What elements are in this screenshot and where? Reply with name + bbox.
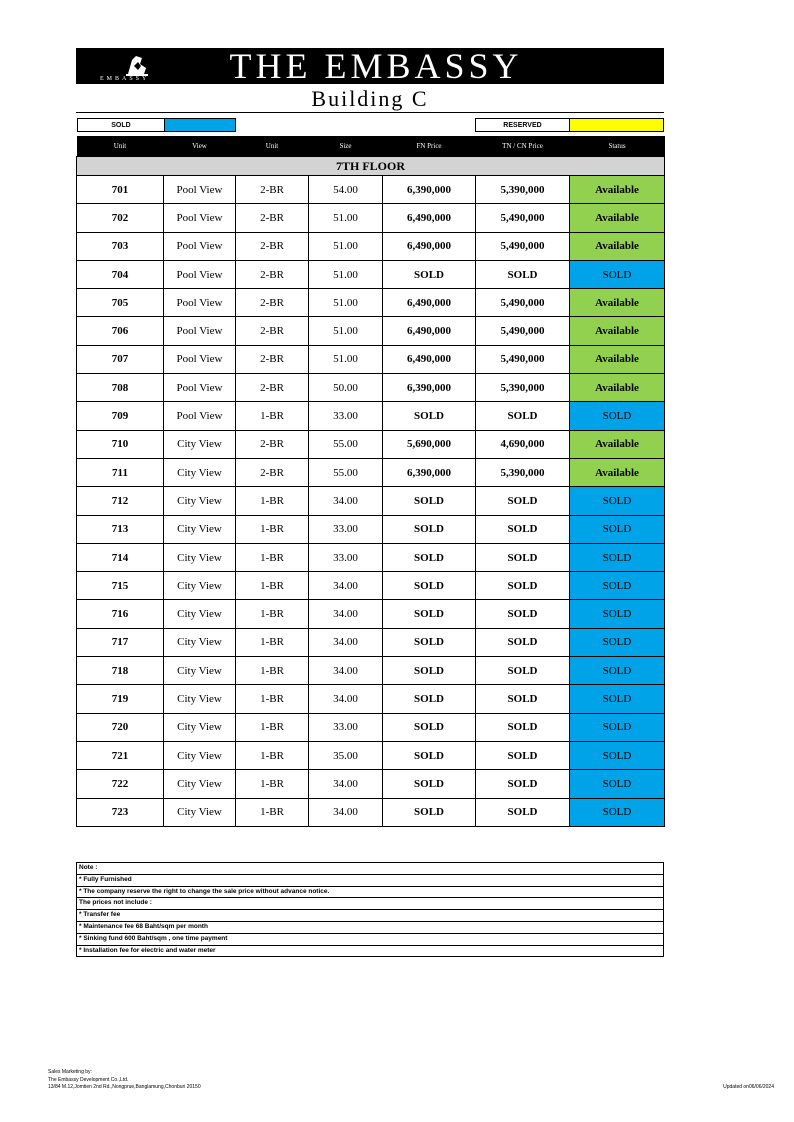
cell-view: City View: [164, 515, 236, 543]
cell-size: 34.00: [309, 600, 383, 628]
legend-reserved-label: RESERVED: [476, 119, 570, 131]
table-row: [77, 458, 665, 486]
cell-unit-type: 1-BR: [236, 628, 309, 656]
cell-status: Available: [570, 289, 665, 317]
cell-unit: 702: [77, 204, 164, 232]
header-banner: [76, 48, 664, 84]
cell-fn-price: SOLD: [383, 487, 476, 515]
cell-unit-type: 2-BR: [236, 345, 309, 373]
cell-view: Pool View: [164, 176, 236, 204]
cell-unit: 705: [77, 289, 164, 317]
table-row: [77, 232, 665, 260]
col-header-size: Size: [309, 136, 383, 157]
cell-view: City View: [164, 487, 236, 515]
cell-fn-price: 6,390,000: [383, 176, 476, 204]
cell-unit: 713: [77, 515, 164, 543]
note-line: * Transfer fee: [77, 910, 663, 922]
cell-unit-type: 1-BR: [236, 515, 309, 543]
cell-view: Pool View: [164, 317, 236, 345]
cell-unit: 710: [77, 430, 164, 458]
col-header-tn-price: TN / CN Price: [476, 136, 570, 157]
cell-unit-type: 1-BR: [236, 487, 309, 515]
table-row: [77, 628, 665, 656]
footer-line: The Embassy Development Co.,Ltd.: [48, 1076, 129, 1083]
note-line: * Installation fee for electric and water meter: [79, 946, 216, 954]
table-row: [77, 741, 665, 769]
cell-unit-type: 2-BR: [236, 260, 309, 288]
cell-unit-type: 1-BR: [236, 713, 309, 741]
note-line: * Fully Furnished: [77, 875, 663, 887]
cell-tn-price: SOLD: [476, 543, 570, 571]
legend-sold: [77, 118, 236, 132]
header-divider: [76, 112, 664, 113]
cell-unit: 718: [77, 657, 164, 685]
cell-size: 55.00: [309, 430, 383, 458]
cell-unit-type: 2-BR: [236, 430, 309, 458]
cell-unit: 707: [77, 345, 164, 373]
cell-fn-price: SOLD: [383, 543, 476, 571]
cell-view: City View: [164, 657, 236, 685]
cell-tn-price: SOLD: [476, 402, 570, 430]
table-row: [77, 345, 665, 373]
cell-unit: 723: [77, 798, 164, 826]
cell-size: 34.00: [309, 572, 383, 600]
cell-view: City View: [164, 458, 236, 486]
cell-view: Pool View: [164, 345, 236, 373]
col-header-status: Status: [570, 136, 665, 157]
table-row: [77, 317, 665, 345]
cell-tn-price: SOLD: [476, 741, 570, 769]
cell-status: SOLD: [570, 628, 665, 656]
cell-status: SOLD: [570, 543, 665, 571]
cell-size: 33.00: [309, 713, 383, 741]
cell-status: SOLD: [570, 572, 665, 600]
cell-fn-price: SOLD: [383, 572, 476, 600]
cell-tn-price: 4,690,000: [476, 430, 570, 458]
cell-size: 51.00: [309, 289, 383, 317]
cell-unit-type: 2-BR: [236, 232, 309, 260]
table-row: [77, 204, 665, 232]
cell-fn-price: 5,690,000: [383, 430, 476, 458]
cell-fn-price: SOLD: [383, 770, 476, 798]
cell-fn-price: SOLD: [383, 657, 476, 685]
cell-unit-type: 2-BR: [236, 289, 309, 317]
note-line: Note :: [77, 863, 663, 875]
cell-status: Available: [570, 345, 665, 373]
cell-tn-price: 5,390,000: [476, 374, 570, 402]
cell-unit: 704: [77, 260, 164, 288]
note-line: * Maintenance fee 68 Baht/sqm per month: [77, 922, 663, 934]
cell-tn-price: SOLD: [476, 713, 570, 741]
cell-status: Available: [570, 374, 665, 402]
table-row: [77, 572, 665, 600]
cell-tn-price: SOLD: [476, 657, 570, 685]
cell-fn-price: SOLD: [383, 798, 476, 826]
cell-view: Pool View: [164, 402, 236, 430]
table-row: [77, 402, 665, 430]
cell-tn-price: 5,490,000: [476, 317, 570, 345]
cell-size: 50.00: [309, 374, 383, 402]
cell-tn-price: 5,390,000: [476, 176, 570, 204]
cell-fn-price: 6,490,000: [383, 317, 476, 345]
cell-size: 55.00: [309, 458, 383, 486]
cell-tn-price: SOLD: [476, 798, 570, 826]
cell-view: City View: [164, 685, 236, 713]
cell-size: 51.00: [309, 260, 383, 288]
cell-size: 33.00: [309, 543, 383, 571]
cell-unit: 719: [77, 685, 164, 713]
cell-view: Pool View: [164, 204, 236, 232]
cell-unit-type: 2-BR: [236, 458, 309, 486]
cell-unit-type: 1-BR: [236, 741, 309, 769]
updated-date: Updated on06/06/2024: [723, 1084, 774, 1090]
cell-status: Available: [570, 176, 665, 204]
cell-status: SOLD: [570, 798, 665, 826]
cell-unit-type: 1-BR: [236, 657, 309, 685]
cell-unit-type: 1-BR: [236, 770, 309, 798]
note-line: * The company reserve the right to change the sale price without advance notice.: [77, 887, 663, 899]
page-subtitle: Building C: [311, 86, 429, 111]
legend-reserved: [475, 118, 664, 132]
cell-status: Available: [570, 232, 665, 260]
cell-view: Pool View: [164, 374, 236, 402]
cell-fn-price: 6,390,000: [383, 458, 476, 486]
footer: [48, 1069, 201, 1092]
cell-unit: 708: [77, 374, 164, 402]
cell-tn-price: 5,490,000: [476, 204, 570, 232]
cell-fn-price: 6,490,000: [383, 232, 476, 260]
cell-size: 34.00: [309, 770, 383, 798]
cell-fn-price: SOLD: [383, 260, 476, 288]
cell-unit: 716: [77, 600, 164, 628]
cell-size: 33.00: [309, 402, 383, 430]
cell-size: 51.00: [309, 204, 383, 232]
cell-unit: 715: [77, 572, 164, 600]
floor-row: [77, 157, 665, 176]
cell-unit-type: 2-BR: [236, 374, 309, 402]
table-row: [77, 685, 665, 713]
cell-view: City View: [164, 543, 236, 571]
legend-sold-label: SOLD: [78, 119, 165, 131]
cell-view: City View: [164, 600, 236, 628]
cell-status: SOLD: [570, 685, 665, 713]
cell-fn-price: SOLD: [383, 600, 476, 628]
cell-fn-price: 6,390,000: [383, 374, 476, 402]
cell-unit-type: 1-BR: [236, 402, 309, 430]
cell-view: City View: [164, 798, 236, 826]
cell-size: 34.00: [309, 685, 383, 713]
cell-unit-type: 1-BR: [236, 600, 309, 628]
cell-size: 34.00: [309, 657, 383, 685]
cell-size: 34.00: [309, 628, 383, 656]
cell-unit: 703: [77, 232, 164, 260]
table-row: [77, 515, 665, 543]
cell-tn-price: SOLD: [476, 487, 570, 515]
table-header-row: [77, 136, 665, 157]
table-row: [77, 543, 665, 571]
table-row: [77, 176, 665, 204]
cell-unit-type: 1-BR: [236, 543, 309, 571]
page-title: THE EMBASSY: [229, 46, 523, 86]
cell-status: SOLD: [570, 741, 665, 769]
cell-status: SOLD: [570, 770, 665, 798]
cell-tn-price: 5,490,000: [476, 289, 570, 317]
col-header-fn-price: FN Price: [383, 136, 476, 157]
cell-status: Available: [570, 317, 665, 345]
table-row: [77, 487, 665, 515]
table-row: [77, 713, 665, 741]
cell-tn-price: SOLD: [476, 515, 570, 543]
table-row: [77, 374, 665, 402]
cell-unit-type: 1-BR: [236, 798, 309, 826]
cell-unit-type: 1-BR: [236, 572, 309, 600]
col-header-unit: Unit: [77, 136, 164, 157]
col-header-view: View: [164, 136, 236, 157]
cell-fn-price: SOLD: [383, 628, 476, 656]
cell-size: 33.00: [309, 515, 383, 543]
cell-view: City View: [164, 430, 236, 458]
cell-unit: 711: [77, 458, 164, 486]
cell-fn-price: SOLD: [383, 402, 476, 430]
cell-status: Available: [570, 458, 665, 486]
notes-box: [76, 862, 664, 957]
cell-unit: 717: [77, 628, 164, 656]
cell-fn-price: SOLD: [383, 515, 476, 543]
footer-line: 13/84 M.12,Jomtien 2nd Rd.,Nongprue,Banglamung,Chonburi 20150: [48, 1084, 201, 1090]
cell-fn-price: SOLD: [383, 713, 476, 741]
note-line: * Sinking fund 600 Baht/sqm , one time payment: [77, 934, 663, 946]
cell-unit: 712: [77, 487, 164, 515]
price-table: [76, 136, 665, 827]
cell-status: Available: [570, 430, 665, 458]
table-row: [77, 260, 665, 288]
cell-size: 35.00: [309, 741, 383, 769]
cell-tn-price: 5,490,000: [476, 345, 570, 373]
table-row: [77, 657, 665, 685]
cell-size: 51.00: [309, 345, 383, 373]
cell-status: SOLD: [570, 402, 665, 430]
cell-view: City View: [164, 770, 236, 798]
cell-unit-type: 2-BR: [236, 317, 309, 345]
cell-tn-price: 5,390,000: [476, 458, 570, 486]
cell-unit: 706: [77, 317, 164, 345]
table-row: [77, 798, 665, 826]
cell-unit: 701: [77, 176, 164, 204]
table-row: [77, 430, 665, 458]
cell-size: 34.00: [309, 487, 383, 515]
cell-fn-price: SOLD: [383, 685, 476, 713]
cell-size: 34.00: [309, 798, 383, 826]
note-line: The prices not include :: [77, 898, 663, 910]
cell-tn-price: SOLD: [476, 572, 570, 600]
cell-view: City View: [164, 572, 236, 600]
cell-unit: 721: [77, 741, 164, 769]
cell-view: Pool View: [164, 232, 236, 260]
cell-status: SOLD: [570, 713, 665, 741]
cell-tn-price: SOLD: [476, 600, 570, 628]
legend-reserved-swatch: [570, 119, 663, 131]
table-row: [77, 600, 665, 628]
cell-tn-price: SOLD: [476, 770, 570, 798]
col-header-unit-type: Unit: [236, 136, 309, 157]
cell-tn-price: SOLD: [476, 628, 570, 656]
cell-view: City View: [164, 713, 236, 741]
cell-unit: 709: [77, 402, 164, 430]
cell-status: Available: [570, 204, 665, 232]
cell-status: SOLD: [570, 515, 665, 543]
cell-unit-type: 1-BR: [236, 685, 309, 713]
cell-size: 51.00: [309, 232, 383, 260]
logo-text: EMBASSY: [100, 76, 150, 82]
table-row: [77, 289, 665, 317]
cell-tn-price: SOLD: [476, 260, 570, 288]
cell-status: SOLD: [570, 657, 665, 685]
cell-tn-price: SOLD: [476, 685, 570, 713]
cell-unit: 714: [77, 543, 164, 571]
cell-fn-price: 6,490,000: [383, 345, 476, 373]
cell-fn-price: 6,490,000: [383, 204, 476, 232]
table-row: [77, 770, 665, 798]
cell-unit-type: 2-BR: [236, 176, 309, 204]
cell-size: 54.00: [309, 176, 383, 204]
cell-status: SOLD: [570, 487, 665, 515]
cell-view: City View: [164, 741, 236, 769]
footer-line: Sales Marketing by:: [48, 1069, 92, 1075]
cell-unit: 722: [77, 770, 164, 798]
cell-size: 51.00: [309, 317, 383, 345]
cell-fn-price: 6,490,000: [383, 289, 476, 317]
cell-unit: 720: [77, 713, 164, 741]
floor-label: 7TH FLOOR: [77, 157, 665, 176]
cell-status: SOLD: [570, 260, 665, 288]
cell-fn-price: SOLD: [383, 741, 476, 769]
cell-view: City View: [164, 628, 236, 656]
cell-status: SOLD: [570, 600, 665, 628]
cell-view: Pool View: [164, 260, 236, 288]
cell-tn-price: 5,490,000: [476, 232, 570, 260]
cell-unit-type: 2-BR: [236, 204, 309, 232]
legend-sold-swatch: [165, 119, 235, 131]
cell-view: Pool View: [164, 289, 236, 317]
